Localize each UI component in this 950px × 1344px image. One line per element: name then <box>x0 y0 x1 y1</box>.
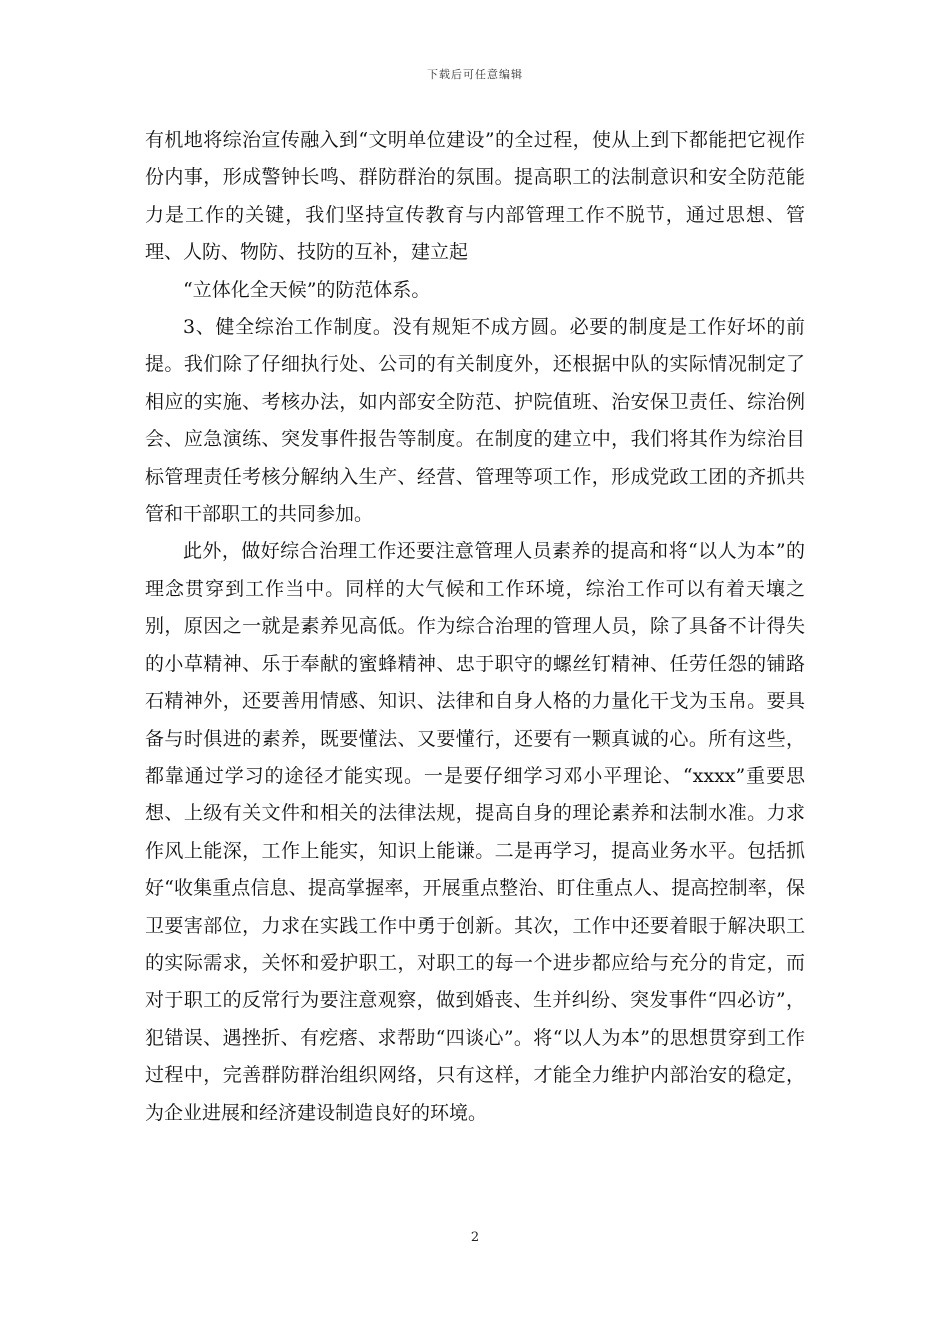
paragraph-continued: 有机地将综治宣传融入到“文明单位建设”的全过程，使从上到下都能把它视作份内事，形成警钟长鸣、群防群治的氛围。提高职工的法制意识和安全防范能力是工作的关键，我们坚持宣传教育与内部管理工作不脱节，通过思想、管理、人防、物防、技防的互补，建立起 <box>145 129 805 264</box>
document-body <box>145 122 805 1132</box>
paragraph-section-3: 3、健全综治工作制度。没有规矩不成方圆。必要的制度是工作好坏的前提。我们除了仔细执行处、公司的有关制度外，还根据中队的实际情况制定了相应的实施、考核办法，如内部安全防范、护院值班、治安保卫责任、综治例会、应急演练、突发事件报告等制度。在制度的建立中，我们将其作为综治目标管理责任考核分解纳入生产、经营、管理等项工作，形成党政工团的齐抓共管和干部职工的共同参加。 <box>145 316 805 526</box>
paragraph-fragment: “立体化全天候”的防范体系。 <box>183 278 431 301</box>
page-header: 下载后可任意编辑 <box>427 68 523 81</box>
page-number: 2 <box>470 1230 480 1245</box>
paragraph-additionally: 此外，做好综合治理工作还要注意管理人员素养的提高和将“以人为本”的理念贯穿到工作当中。同样的大气候和工作环境，综治工作可以有着天壤之别，原因之一就是素养见高低。作为综合治理的管理人员，除了具备不计得失的小草精神、乐于奉献的蜜蜂精神、忠于职守的螺丝钉精神、任劳任怨的铺路石精神外，还要善用情感、知识、法律和自身人格的力量化干戈为玉帛。要具备与时俱进的素养，既要懂法、又要懂行，还要有一颗真诚的心。所有这些，都靠通过学习的途径才能实现。一是要仔细学习邓小平理论、“xxxx”重要思想、上级有关文件和相关的法律法规，提高自身的理论素养和法制水准。力求作风上能深，工作上能实，知识上能谦。二是再学习，提高业务水平。包括抓好“收集重点信息、提高掌握率，开展重点整治、盯住重点人、提高控制率，保卫要害部位，力求在实践工作中勇于创新。其次，工作中还要着眼于解决职工的实际需求，关怀和爱护职工，对职工的每一个进步都应给与充分的肯定，而对于职工的反常行为要注意观察，做到婚丧、生并纠纷、突发事件“四必访”，犯错误、遇挫折、有疙瘩、求帮助“四谈心”。将“以人为本”的思想贯穿到工作过程中，完善群防群治组织网络，只有这样，才能全力维护内部治安的稳定，为企业进展和经济建设制造良好的环境。 <box>145 540 805 1124</box>
